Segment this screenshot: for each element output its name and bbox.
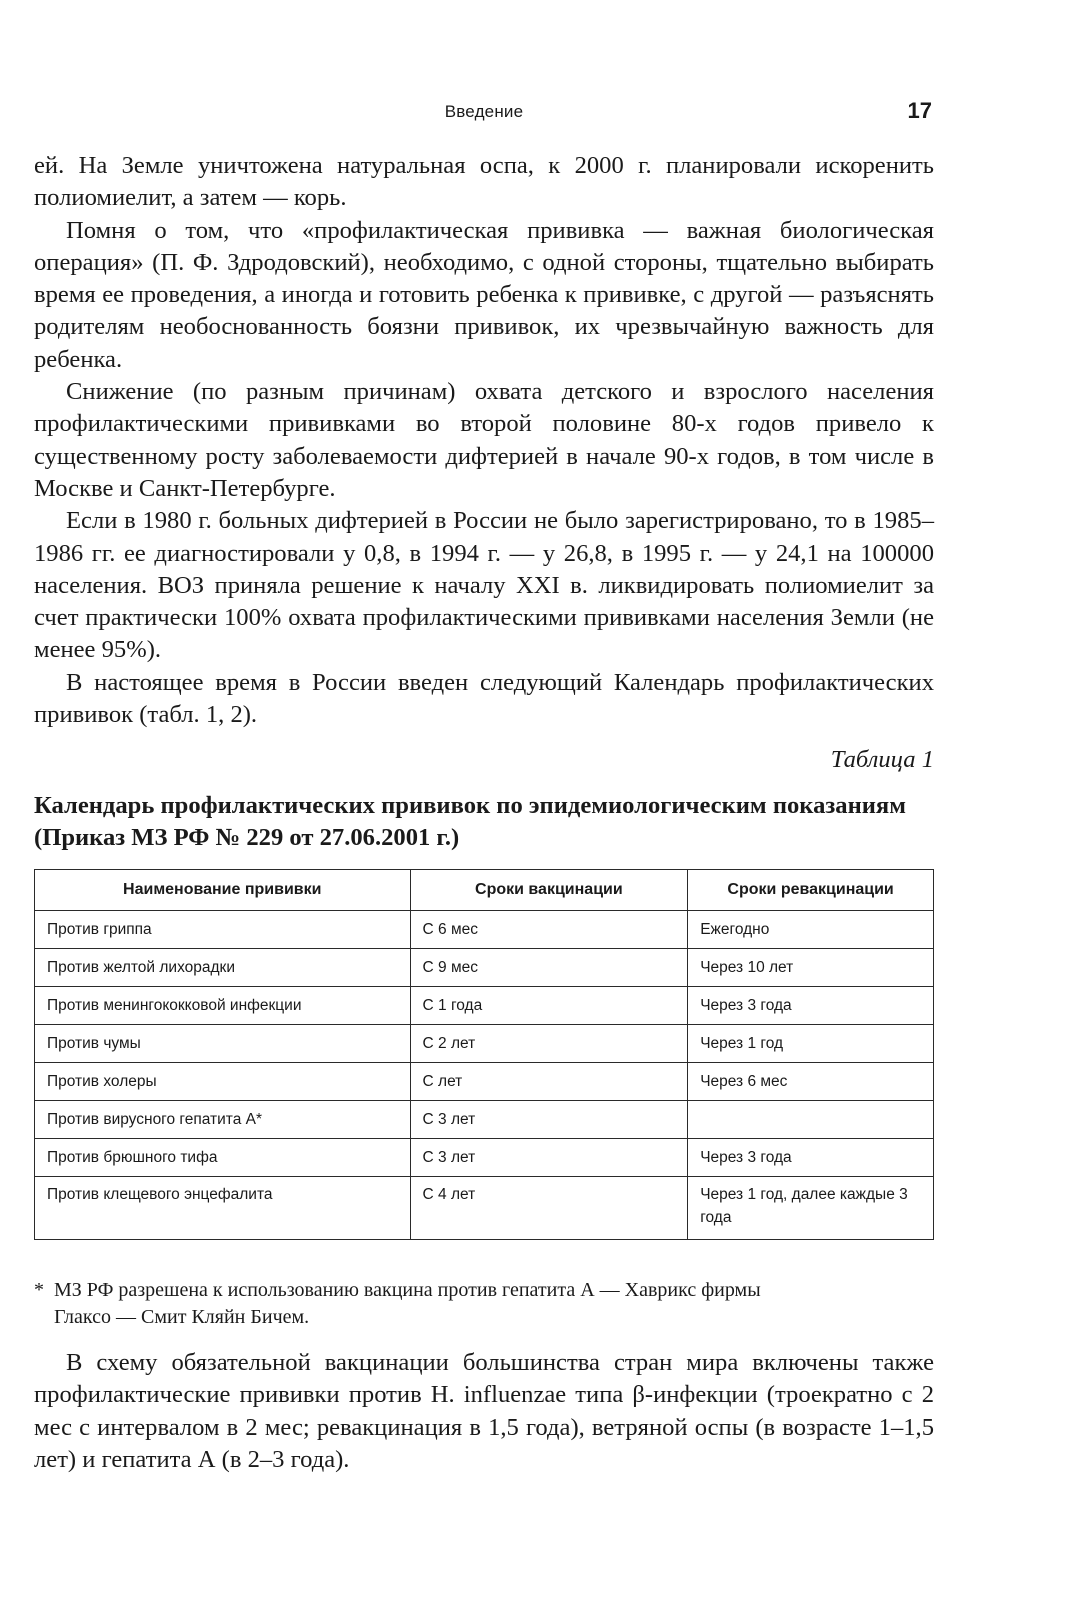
column-header-vaccine: Наименование прививки [35, 870, 411, 911]
table-cell: Через 1 год [688, 1025, 934, 1063]
table-row [35, 1101, 934, 1139]
table-cell: Через 3 года [688, 1139, 934, 1177]
table-cell [688, 1101, 934, 1139]
closing-text [34, 1347, 934, 1476]
table-row [35, 1177, 934, 1240]
table-row [35, 1063, 934, 1101]
running-header [34, 98, 934, 128]
footnote [34, 1277, 934, 1331]
table-cell: С 3 лет [410, 1101, 688, 1139]
table-cell: Против клещевого энцефалита [35, 1177, 411, 1240]
table-cell: Ежегодно [688, 911, 934, 949]
table-cell: С 3 лет [410, 1139, 688, 1177]
paragraph: Если в 1980 г. больных дифтерией в России не было зарегистрировано, то в 1985–1986 гг. ее диагностировали у 0,8, в 1994 г. — у 26,8, в 1995 г. — у 24,1 на 100000 населения. ВОЗ приняла решение к началу XXI в. ликвидировать полиомиелит за счет практически 100% охвата профилактическими прививками населения Земли (не менее 95%). [34, 507, 934, 664]
table-cell: С 6 мес [410, 911, 688, 949]
paragraph: ей. На Земле уничтожена натуральная оспа, к 2000 г. планировали искоренить полиомиелит, а затем — корь. [34, 152, 934, 212]
table-cell: Против менингококковой инфекции [35, 987, 411, 1025]
paragraph: Помня о том, что «профилактическая прививка — важная биологическая операция» (П. Ф. Здродовский), необходимо, с одной стороны, тщательно выбирать время ее проведения, а иногда и готовить ребенка к прививке, с другой — разъяснять родителям необоснованность боязни прививок, их чрезвычайную важность для ребенка. [34, 216, 934, 373]
table-row [35, 987, 934, 1025]
table-cell: С лет [410, 1063, 688, 1101]
column-header-vaccination: Сроки вакцинации [410, 870, 688, 911]
page-number: 17 [907, 98, 932, 123]
table-cell: С 1 года [410, 987, 688, 1025]
paragraph: Снижение (по разным причинам) охвата детского и взрослого населения профилактическими прививками во второй половине 80-х годов привело к существенному росту заболеваемости дифтерией в начале 90-х годов, в том числе в Москве и Санкт-Петербурге. [34, 378, 934, 502]
table-cell: Против желтой лихорадки [35, 949, 411, 987]
table-row [35, 1025, 934, 1063]
table-cell: Через 1 год, далее каждые 3 года [688, 1177, 934, 1240]
column-header-revaccination: Сроки ревакцинации [688, 870, 934, 911]
table-row [35, 1139, 934, 1177]
table-row [35, 911, 934, 949]
table-cell: Через 3 года [688, 987, 934, 1025]
table-cell: Через 6 мес [688, 1063, 934, 1101]
paragraph: В настоящее время в России введен следующий Календарь профилактических прививок (табл. 1, 2). [34, 668, 934, 729]
table-cell: Против гриппа [35, 911, 411, 949]
table-cell: С 4 лет [410, 1177, 688, 1240]
table-cell: Против вирусного гепатита А* [35, 1101, 411, 1139]
paragraph: В схему обязательной вакцинации большинства стран мира включены также профилактические прививки против H. influenzae типа β-инфекции (троекратно с 2 мес с интервалом в 2 мес; ревакцинация в 1,5 года), ветряной оспы (в возрасте 1–1,5 лет) и гепатита А (в 2–3 года). [34, 1349, 934, 1473]
table-cell: Против холеры [35, 1063, 411, 1101]
footnote-text: МЗ РФ разрешена к использованию вакцина против гепатита А — Хаврикс фирмы [54, 1279, 761, 1301]
table-row [35, 949, 934, 987]
table-header-row [35, 870, 934, 911]
table-caption: Таблица 1 [830, 746, 934, 773]
footnote-marker: * [34, 1279, 44, 1301]
table-cell: С 2 лет [410, 1025, 688, 1063]
vaccination-calendar-table [34, 869, 934, 1240]
table-title: Календарь профилактических прививок по эпидемиологическим показаниям (Приказ МЗ РФ № 229 от 27.06.2001 г.) [34, 792, 906, 851]
table-cell: Против чумы [35, 1025, 411, 1063]
footnote-line [34, 1277, 934, 1304]
table-cell: С 9 мес [410, 949, 688, 987]
footnote-line: Глаксо — Смит Кляйн Бичем. [54, 1306, 310, 1328]
table-cell: Против брюшного тифа [35, 1139, 411, 1177]
body-text [34, 150, 934, 731]
table-cell: Через 10 лет [688, 949, 934, 987]
chapter-title: Введение [444, 102, 524, 121]
